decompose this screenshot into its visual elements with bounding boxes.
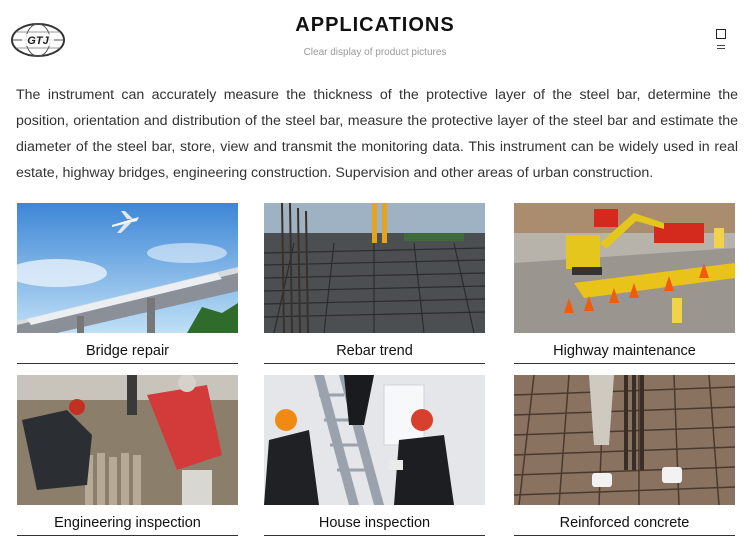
gallery-caption: Bridge repair <box>85 343 169 359</box>
gallery-caption: Rebar trend <box>336 343 413 359</box>
gallery-card-rebar-trend[interactable] <box>264 203 485 364</box>
caption-divider <box>17 535 238 536</box>
gallery-card-bridge-repair[interactable] <box>17 203 238 364</box>
gallery-card-highway-maintenance[interactable] <box>514 203 735 364</box>
page-subtitle: Clear display of product pictures <box>303 47 447 58</box>
caption-divider <box>514 363 735 364</box>
intro-paragraph: The instrument can accurately measure the thickness of the protective layer of the steel bar, determine the position, orientation and distribution of the steel bar, measure the protective layer of the steel bar and estimate the diameter of the steel bar, store, view and transmit the monitoring data. This instrument can be widely used in real estate, highway bridges, engineering construction. Supervision and other areas of urban construction. <box>16 87 738 181</box>
rebar-trend-image <box>264 203 485 333</box>
caption-divider <box>514 535 735 536</box>
gallery-caption: Reinforced concrete <box>559 515 690 531</box>
gallery-card-house-inspection[interactable] <box>264 375 485 536</box>
highway-maintenance-image <box>514 203 735 333</box>
caption-divider <box>17 363 238 364</box>
gallery-caption: House inspection <box>318 515 431 531</box>
house-inspection-image <box>264 375 485 505</box>
page-title: APPLICATIONS <box>295 14 455 36</box>
logo-text: GTJ <box>27 35 49 47</box>
gallery-card-engineering-inspection[interactable] <box>17 375 238 536</box>
gallery-caption: Highway maintenance <box>553 343 696 359</box>
caption-divider <box>264 535 485 536</box>
engineering-inspection-image <box>17 375 238 505</box>
gallery-caption: Engineering inspection <box>54 515 201 531</box>
gallery-card-reinforced-concrete[interactable] <box>514 375 735 536</box>
caption-divider <box>264 363 485 364</box>
bridge-repair-image <box>17 203 238 333</box>
reinforced-concrete-image <box>514 375 735 505</box>
menu-icon[interactable] <box>715 28 729 52</box>
